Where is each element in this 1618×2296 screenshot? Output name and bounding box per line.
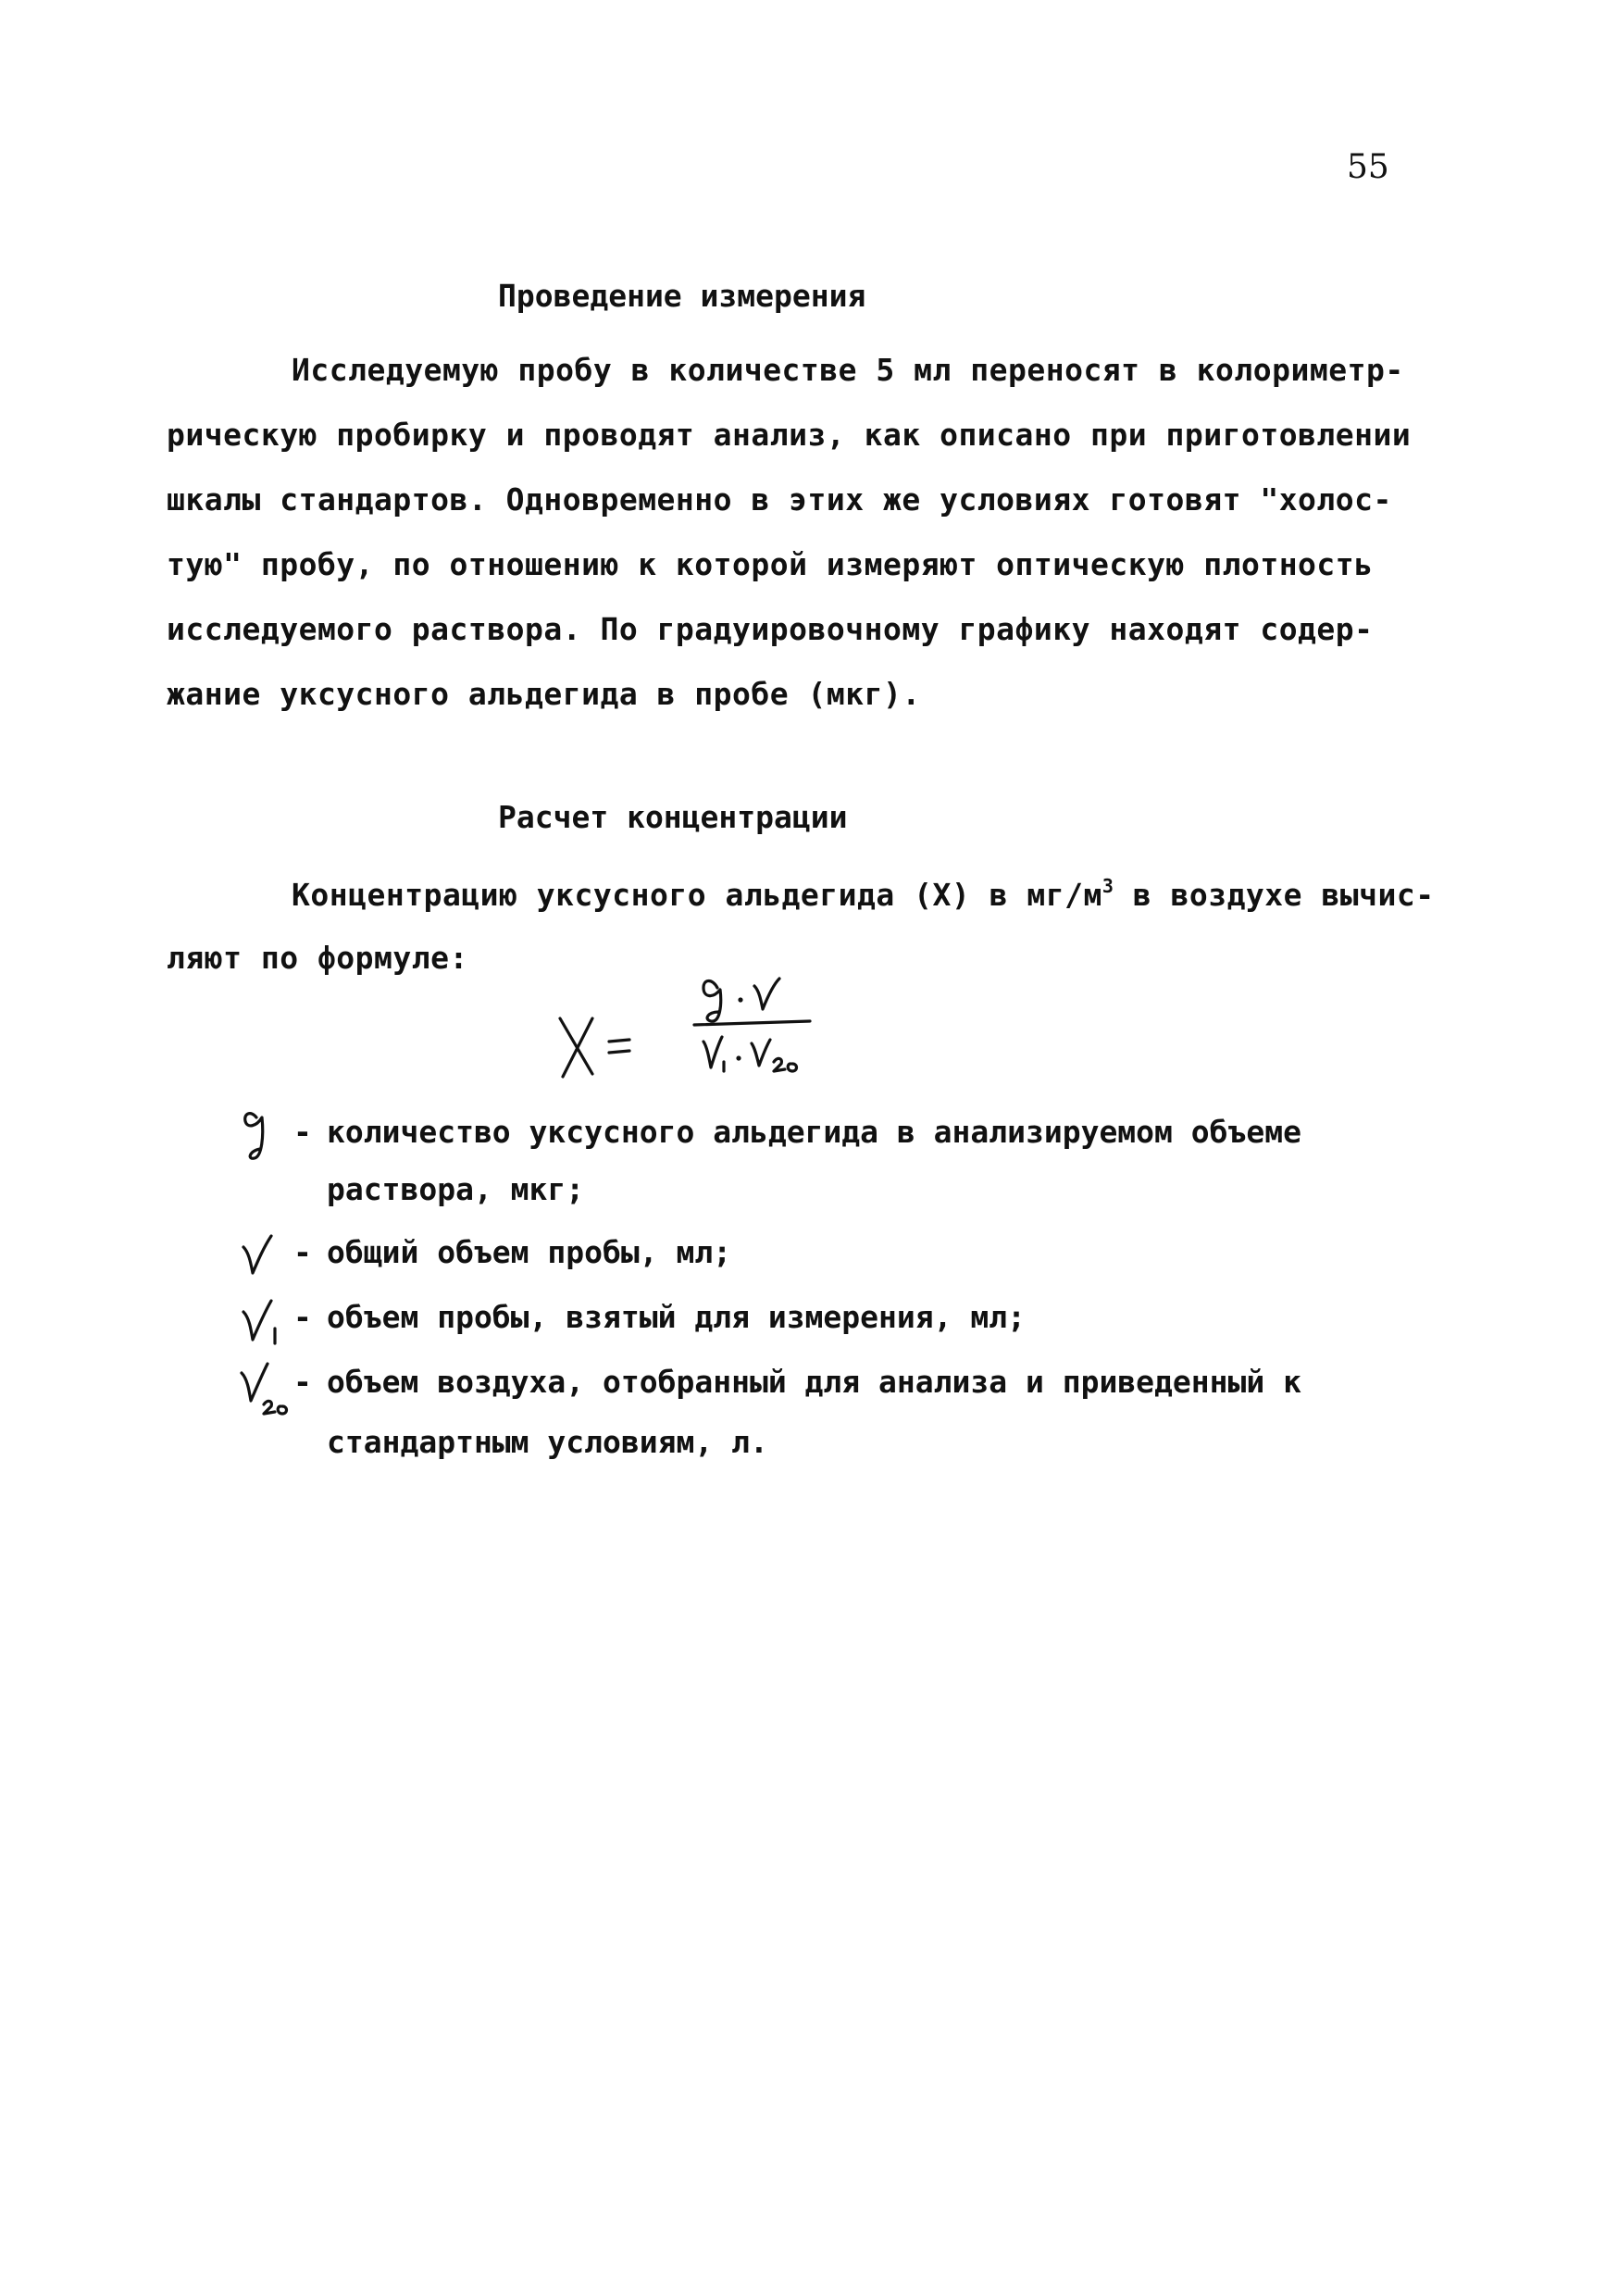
- definition-dash: -: [293, 1299, 312, 1335]
- definition-text: объем пробы, взятый для измерения, мл;: [327, 1299, 1026, 1335]
- formula: [555, 967, 861, 1088]
- formula-x-glyph: [560, 1018, 592, 1077]
- page-number: 55: [1347, 148, 1389, 186]
- definition-row: [236, 1356, 1439, 1412]
- definition-dash: -: [293, 1234, 312, 1270]
- section-heading-calculation: Расчет концентрации: [498, 799, 848, 835]
- unit-superscript: 3: [1101, 875, 1114, 897]
- paragraph-line: Исследуемую пробу в количестве 5 мл переносят в колориметр-: [292, 352, 1404, 388]
- paragraph-line: [292, 875, 1435, 913]
- definition-dash: -: [293, 1114, 312, 1150]
- definition-text: количество уксусного альдегида в анализируемом объеме: [327, 1114, 1301, 1150]
- formula-equals-glyph: [609, 1040, 629, 1053]
- v1-icon: [236, 1292, 301, 1356]
- intro-text-b: в воздухе вычис-: [1114, 877, 1435, 913]
- paragraph-line: исследуемого раствора. По градуировочному графику находят содер-: [167, 611, 1374, 647]
- definition-text: общий объем пробы, мл;: [327, 1234, 732, 1270]
- formula-v1-glyph: [703, 1037, 724, 1071]
- definition-row: [236, 1292, 1439, 1347]
- definition-dash: -: [293, 1364, 312, 1400]
- paragraph-line: жание уксусного альдегида в пробе (мкг).: [167, 676, 921, 712]
- paragraph-line: ляют по формуле:: [167, 940, 468, 976]
- definition-continuation: раствора, мкг;: [327, 1171, 585, 1207]
- formula-dot: [736, 1055, 741, 1060]
- definition-continuation: стандартным условиям, л.: [327, 1424, 768, 1460]
- formula-g-glyph: [703, 981, 721, 1022]
- section-heading-measurement: Проведение измерения: [498, 278, 866, 314]
- paragraph-line: тую" пробу, по отношению к которой измеряют оптическую плотность: [167, 546, 1374, 582]
- definition-text: объем воздуха, отобранный для анализа и приведенный к: [327, 1364, 1301, 1400]
- v-icon: [236, 1227, 301, 1292]
- formula-drawing: [555, 967, 861, 1088]
- definition-row: [236, 1227, 1439, 1282]
- paragraph-line: шкалы стандартов. Одновременно в этих же условиях готовят "холос-: [167, 481, 1392, 518]
- g-icon: [236, 1106, 301, 1171]
- v20-icon: [236, 1356, 301, 1421]
- formula-v-glyph: [754, 979, 779, 1009]
- formula-v20-glyph: [752, 1040, 797, 1071]
- intro-text-a: Концентрацию уксусного альдегида (Х) в мг/м: [292, 877, 1102, 913]
- formula-dot: [738, 997, 742, 1002]
- paragraph-line: рическую пробирку и проводят анализ, как описано при приготовлении: [167, 417, 1412, 453]
- definition-row: [236, 1106, 1439, 1162]
